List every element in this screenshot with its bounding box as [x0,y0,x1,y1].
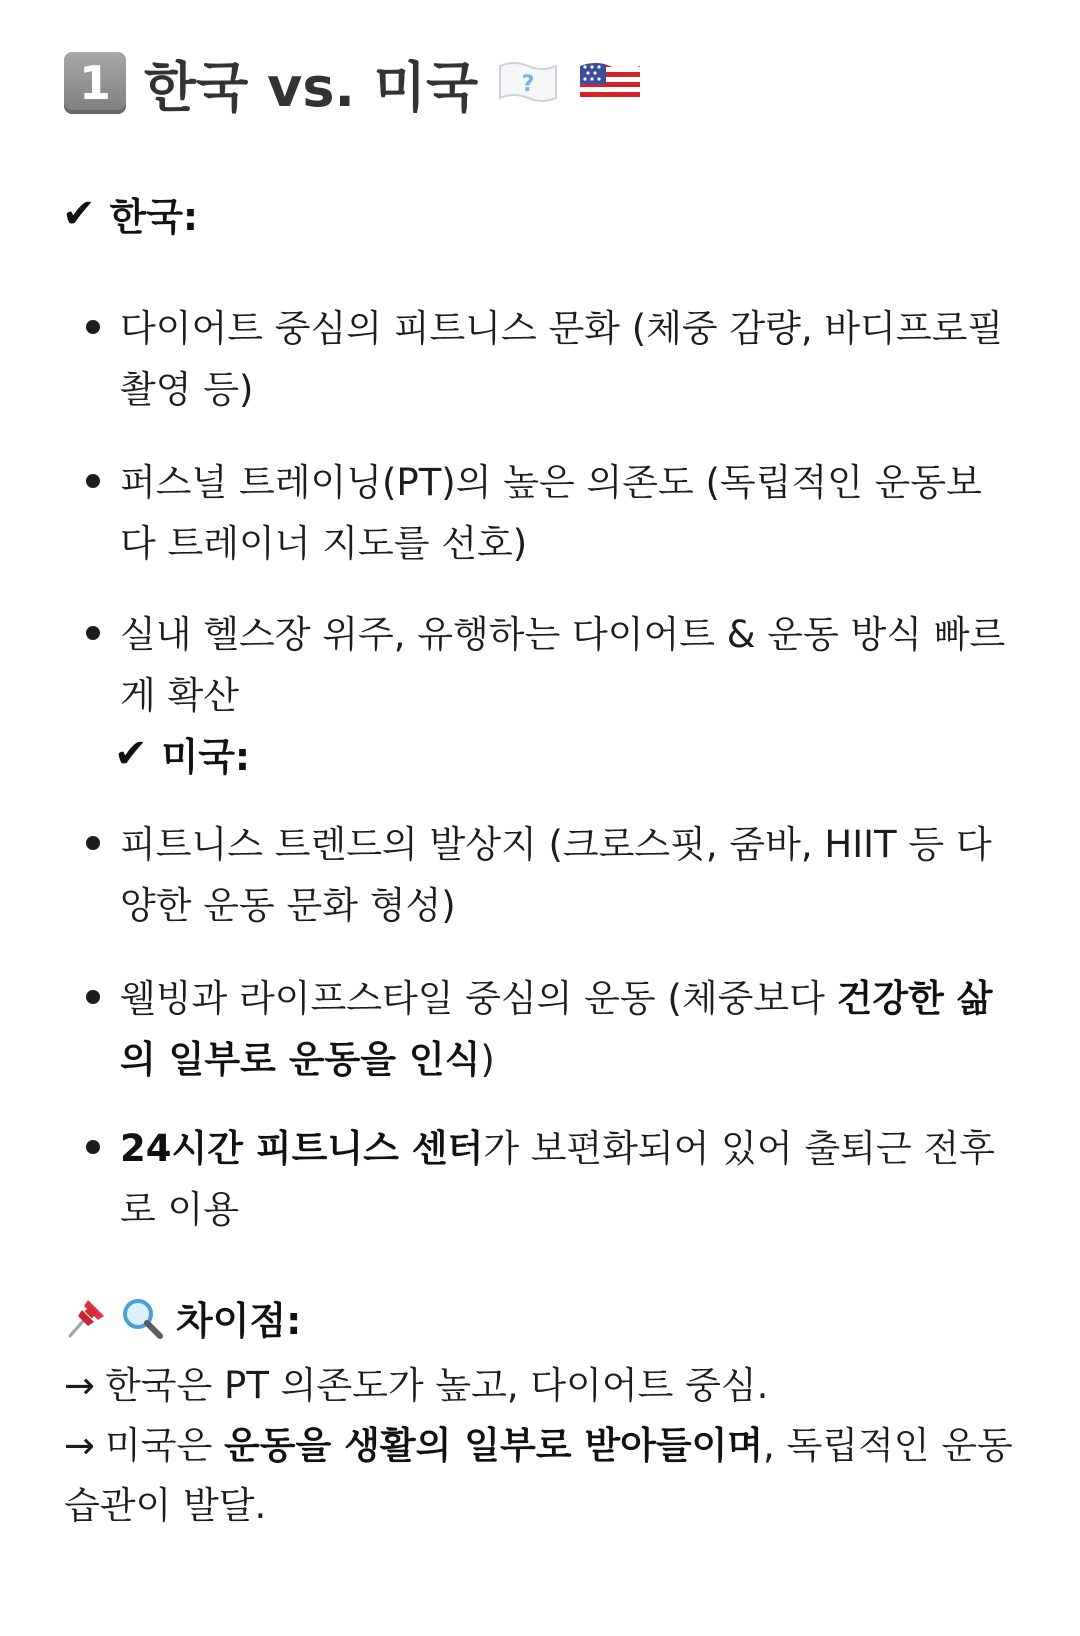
bullet-text-pre: 웰빙과 라이프스타일 중심의 운동 (체중보다 [120,977,837,1020]
bullet-dot [86,626,100,640]
white-flag-question-icon [496,60,560,106]
bullet-text: 퍼스널 트레이닝(PT)의 높은 의존도 (독립적인 운동보다 트레이너 지도를 선호) [120,461,982,565]
heading-title: 한국 vs. 미국 [144,55,479,119]
list-item [84,604,1014,726]
bullet-text-post: 가 보편화되어 있어 출퇴근 전후로 이용 [120,1127,995,1231]
checkmark-icon: ✔ [62,190,96,237]
checkmark-icon: ✔ [114,730,148,777]
line-text-pre: 미국은 [105,1424,225,1467]
list-item [84,968,1014,1090]
list-item [84,452,1014,574]
bullet-dot [86,474,100,488]
bullet-text: 실내 헬스장 위주, 유행하는 다이어트 & 운동 방식 빠르게 확산 [120,613,1006,717]
line-text-bold: 운동을 생활의 일부로 받아들이며 [224,1424,764,1467]
arrow-icon: → [64,1424,96,1467]
line-text-post: , 독립적인 운동 습관이 발달. [64,1424,1013,1527]
us-flag-icon [578,60,642,106]
bullet-text-post: ) [480,1038,495,1081]
list-item [84,1118,1014,1240]
list-item [84,814,1014,936]
bullet-dot [86,990,100,1004]
list-item [84,298,1014,420]
line-text-pre: 한국은 PT 의존도가 높고, 다이어트 중심. [105,1364,769,1407]
magnifying-glass-icon [120,1296,164,1340]
korea-label-text: 한국: [109,195,199,239]
korea-label [62,186,198,241]
section-heading [64,48,642,118]
usa-label-text: 미국: [161,735,251,779]
arrow-icon: → [64,1364,96,1407]
bullet-text-bold: 건강한 삶의 일부로 운동을 인식 [120,977,993,1081]
difference-line [64,1416,1014,1536]
bullet-text: 피트니스 트렌드의 발상지 (크로스핏, 줌바, HIIT 등 다양한 운동 문화 형성) [120,823,992,927]
bullet-dot [86,836,100,850]
difference-line [64,1356,1014,1416]
bullet-text-bold: 24시간 피트니스 센터 [120,1127,484,1170]
difference-label [64,1290,301,1345]
svg-text:?: ? [521,72,535,97]
bullet-dot [86,320,100,334]
bullet-text: 다이어트 중심의 피트니스 문화 (체중 감량, 바디프로필 촬영 등) [120,307,1004,411]
keycap-1-icon: 1 [64,52,126,114]
difference-label-text: 차이점: [176,1299,302,1343]
bullet-dot [86,1140,100,1154]
usa-label [114,726,250,781]
pushpin-icon [64,1296,108,1340]
